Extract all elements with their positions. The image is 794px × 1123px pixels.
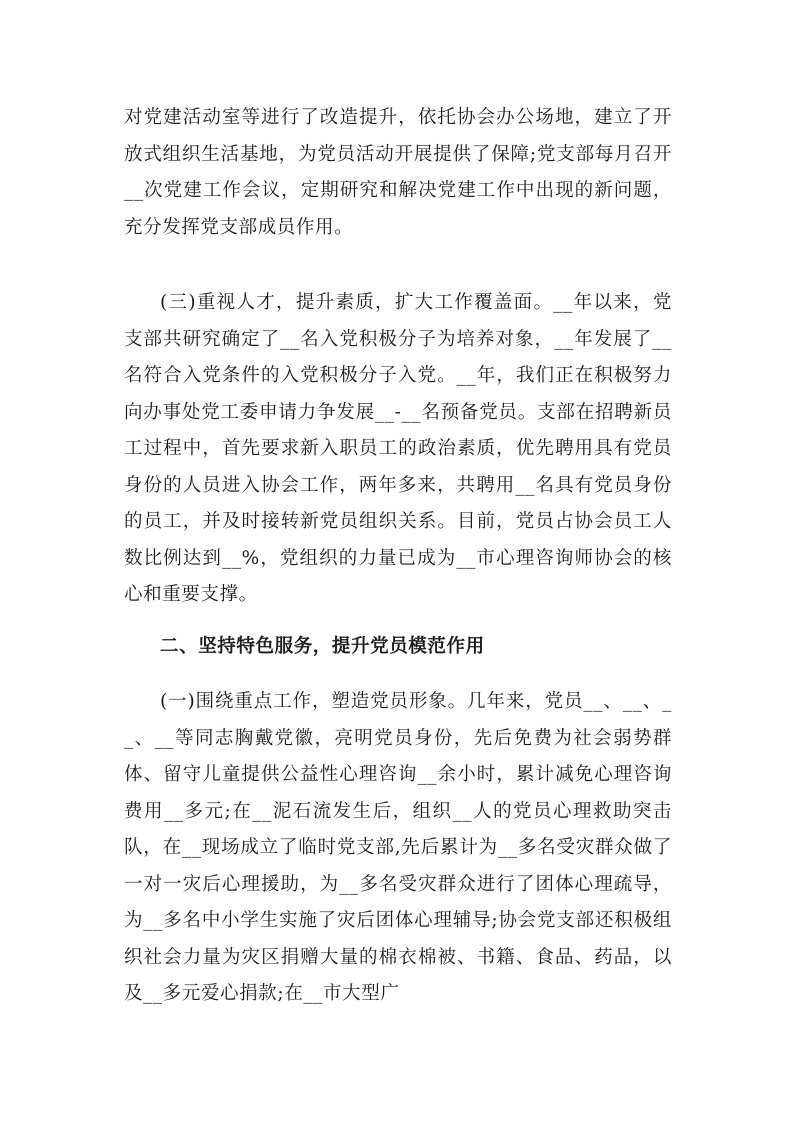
body-paragraph-2: (三)重视人才，提升素质，扩大工作覆盖面。__年以来，党支部共研究确定了__名入党积极分子为培养对象，__年发展了__名符合入党条件的入党积极分子入党。__年，我们正在积极努力向办事处党工委申请力争发展__-__名预备党员。支部在招聘新员工过程中，首先要求新入职员工的政治素质，优先聘用具有党员身份的人员进入协会工作，两年多来，共聘用__名具有党员身份的员工，并及时接转新党员组织关系。目前，党员占协会员工人数比例达到__%，党组织的力量已成为__市心理咨询师协会的核心和重要支撑。 bbox=[124, 292, 672, 605]
body-paragraph-3: (一)围绕重点工作，塑造党员形象。几年来，党员__、__、__、__等同志胸戴党徽，亮明党员身份，先后免费为社会弱势群体、留守儿童提供公益性心理咨询__余小时，累计减免心理咨询费用__多元;在__泥石流发生后，组织__人的党员心理救助突击队，在__现场成立了临时党支部,先后累计为__多名受灾群众做了一对一灾后心理援助，为__多名受灾群众进行了团体心理疏导，为__多名中小学生实施了灾后团体心理辅导;协会党支部还积极组织社会力量为灾区捐赠大量的棉衣棉被、书籍、食品、药品，以及__多元爱心捐款;在__市大型广 bbox=[124, 691, 672, 1004]
section-heading: 二、坚持特色服务，提升党员模范作用 bbox=[160, 636, 485, 657]
body-paragraph-1: 对党建活动室等进行了改造提升，依托协会办公场地，建立了开放式组织生活基地，为党员活动开展提供了保障;党支部每月召开__次党建工作会议，定期研究和解决党建工作中出现的新问题，充分发挥党支部成员作用。 bbox=[124, 107, 672, 238]
